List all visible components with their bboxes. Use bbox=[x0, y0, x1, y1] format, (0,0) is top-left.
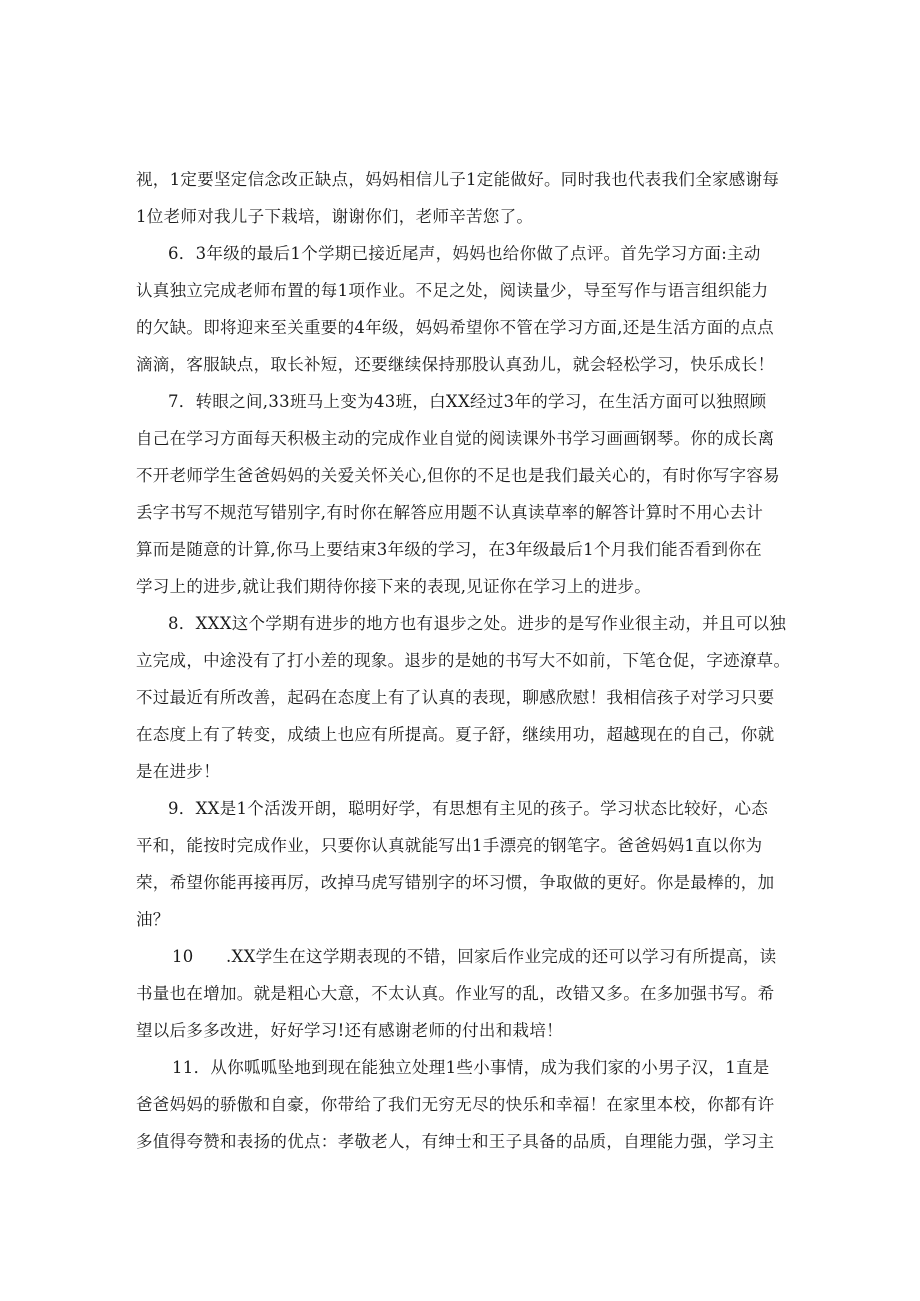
text-line: 9．XX是1个活泼开朗，聪明好学，有思想有主见的孩子。学习状态比较好，心态 bbox=[168, 799, 769, 818]
text-line: 爸爸妈妈的骄傲和自豪，你带给了我们无穷无尽的快乐和幸福！在家里本校，你都有许 bbox=[136, 1095, 775, 1114]
text-line: 望以后多多改进，好好学习!还有感谢老师的付出和栽培！ bbox=[136, 1021, 563, 1040]
paragraph-number: 10 bbox=[172, 947, 194, 966]
text-line: 学习上的进步,就让我们期待你接下来的表现,见证你在学习上的进步。 bbox=[136, 577, 652, 596]
text-line: 7．转眼之间,33班马上变为43班，白XX经过3年的学习，在生活方面可以独照顾 bbox=[168, 392, 767, 411]
text-line: 书量也在增加。就是粗心大意，不太认真。作业写的乱，改错又多。在多加强书写。希 bbox=[136, 984, 775, 1003]
text-line: 认真独立完成老师布置的每1项作业。不足之处，阅读量少，导至写作与语言组织能力 bbox=[136, 281, 769, 300]
text-line: 不开老师学生爸爸妈妈的关爱关怀关心,但你的不足也是我们最关心的，有时你写字容易 bbox=[136, 466, 780, 485]
text-line: 1位老师对我儿子下栽培，谢谢你们，老师辛苦您了。 bbox=[136, 207, 534, 226]
text-line: 多值得夸赞和表扬的优点：孝敬老人，有绅士和王子具备的品质，自理能力强，学习主 bbox=[136, 1132, 775, 1151]
text-line: 的欠缺。即将迎来至关重要的4年级，妈妈希望你不管在学习方面,还是生活方面的点点 bbox=[136, 318, 774, 337]
text-line: 平和，能按时完成作业，只要你认真就能写出1手漂亮的钢笔字。爸爸妈妈1直以你为 bbox=[136, 836, 763, 855]
text-line: .XX学生在这学期表现的不错，回家后作业完成的还可以学习有所提高，读 bbox=[226, 947, 777, 966]
text-line: 滴滴，客服缺点，取长补短，还要继续保持那股认真劲儿，就会轻松学习，快乐成长！ bbox=[136, 355, 775, 374]
text-line: 6．3年级的最后1个学期已接近尾声，妈妈也给你做了点评。首先学习方面:主动 bbox=[168, 244, 761, 263]
text-line: 8．XXX这个学期有进步的地方也有退步之处。进步的是写作业很主动，并且可以独 bbox=[168, 614, 787, 633]
text-line: 丢字书写不规范写错别字,有时你在解答应用题不认真读草率的解答计算时不用心去计 bbox=[136, 503, 764, 522]
text-line: 立完成，中途没有了打小差的现象。退步的是她的书写大不如前，下笔仓促，字迹潦草。 bbox=[136, 651, 791, 670]
text-line: 自己在学习方面每天积极主动的完成作业自觉的阅读课外书学习画画钢琴。你的成长离 bbox=[136, 429, 775, 448]
text-line: 不过最近有所改善，起码在态度上有了认真的表现，聊感欣慰！我相信孩子对学习只要 bbox=[136, 688, 775, 707]
text-line: 油？ bbox=[136, 910, 170, 929]
text-line: 视，1定要坚定信念改正缺点，妈妈相信儿子1定能做好。同时我也代表我们全家感谢每 bbox=[136, 170, 780, 189]
text-line: 11．从你呱呱坠地到现在能独立处理1些小事情，成为我们家的小男子汉，1直是 bbox=[172, 1058, 770, 1077]
text-line: 在态度上有了转变，成绩上也应有所提高。夏子舒，继续用功，超越现在的自己，你就 bbox=[136, 725, 775, 744]
text-line: 是在进步！ bbox=[136, 762, 220, 781]
text-line: 荣，希望你能再接再厉，改掉马虎写错别字的坏习惯，争取做的更好。你是最棒的，加 bbox=[136, 873, 775, 892]
text-line: 算而是随意的计算,你马上要结束3年级的学习，在3年级最后1个月我们能否看到你在 bbox=[136, 540, 762, 559]
